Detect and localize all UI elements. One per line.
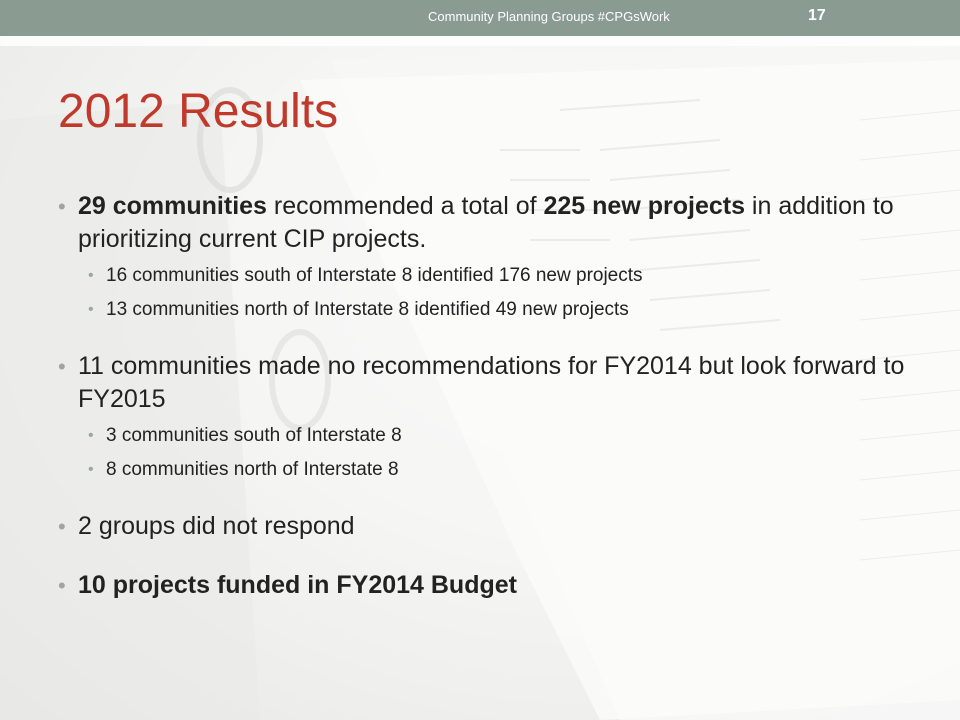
sub-bullet-item <box>58 422 918 450</box>
bullet-bold-text: 29 communities <box>78 192 267 220</box>
bullet-text: in addition to prioritizing current CIP projects. <box>78 192 894 253</box>
footer-text: Community Planning Groups #CPGsWork <box>428 9 670 24</box>
bullet-dot-icon: • <box>58 354 66 379</box>
sub-bullet-item <box>58 456 918 484</box>
bullet-list <box>58 190 918 608</box>
bullet-dot-icon: • <box>88 461 94 478</box>
sub-bullet-text: 3 communities south of Interstate 8 <box>106 425 402 446</box>
bullet-bold-text: 10 projects funded in FY2014 Budget <box>78 571 517 599</box>
bullet-dot-icon: • <box>58 514 66 539</box>
sub-bullet-text: 16 communities south of Interstate 8 identified 176 new projects <box>106 265 643 286</box>
bullet-dot-icon: • <box>58 573 66 598</box>
top-divider <box>0 36 960 46</box>
bullet-bold-text: 225 new projects <box>543 192 745 220</box>
bullet-item <box>58 510 918 543</box>
bullet-dot-icon: • <box>88 301 94 318</box>
bullet-item <box>58 569 918 602</box>
slide-number: 17 <box>808 7 826 24</box>
sub-bullet-item <box>58 262 918 290</box>
top-bar <box>0 0 960 36</box>
bullet-text: 11 communities made no recommendations for FY2014 but look forward to FY2015 <box>78 352 905 413</box>
bullet-text: recommended a total of <box>266 192 544 220</box>
bullet-item <box>58 350 918 416</box>
bullet-item <box>58 190 918 256</box>
sub-bullet-text: 13 communities north of Interstate 8 identified 49 new projects <box>106 299 629 320</box>
slide-title: 2012 Results <box>58 85 339 138</box>
bullet-dot-icon: • <box>58 194 66 219</box>
bullet-dot-icon: • <box>88 267 94 284</box>
sub-bullet-text: 8 communities north of Interstate 8 <box>106 459 399 480</box>
bullet-text: 2 groups did not respond <box>78 512 355 540</box>
bullet-dot-icon: • <box>88 427 94 444</box>
sub-bullet-item <box>58 296 918 324</box>
